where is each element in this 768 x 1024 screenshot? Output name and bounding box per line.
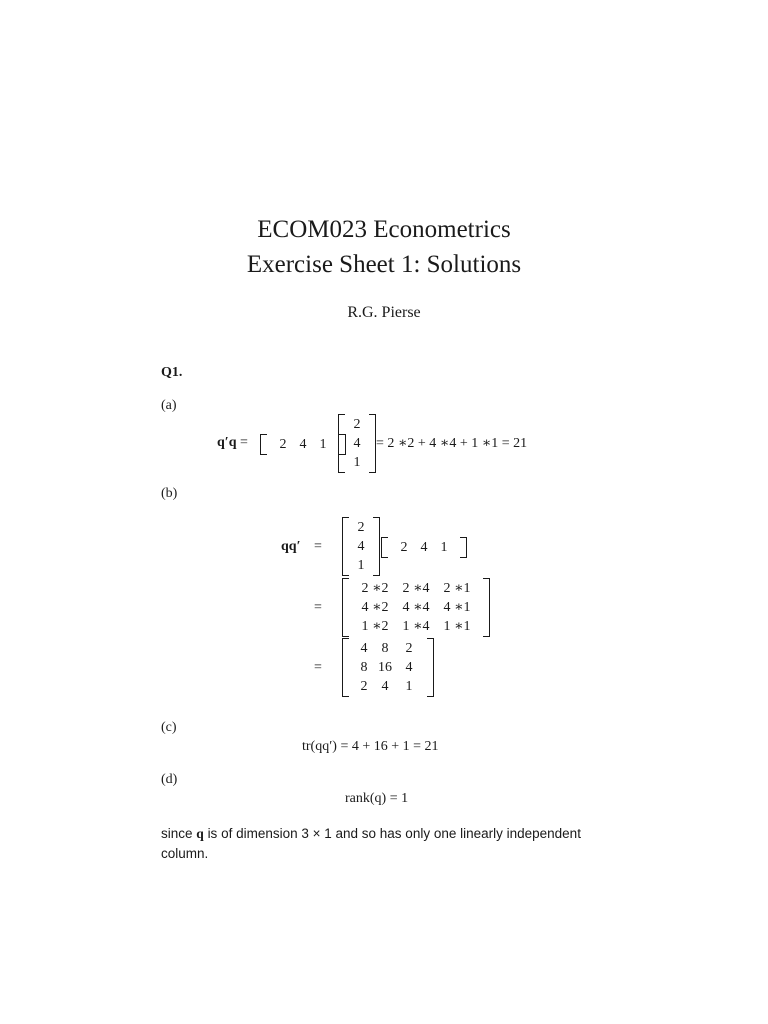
matrix-cell: 1: [440, 539, 448, 555]
right-bracket: [483, 578, 490, 637]
left-bracket: [342, 517, 349, 576]
matrix-row: [351, 453, 363, 472]
left-bracket: [381, 537, 388, 558]
matrix-row: [351, 415, 363, 434]
part-b-row-vector: [381, 537, 467, 558]
conclusion-paragraph: [161, 824, 621, 864]
matrix-row: [355, 617, 477, 636]
equals-sign: =: [314, 600, 322, 615]
part-d-label: (d): [161, 772, 178, 787]
matrix-cell: 2 ∗4: [402, 581, 430, 596]
matrix-cell: 8: [360, 659, 368, 675]
matrix-row: [355, 579, 477, 598]
part-a-row-vector: [260, 434, 346, 455]
document-subtitle: Exercise Sheet 1: Solutions: [246, 251, 522, 278]
matrix-cell: 2: [400, 539, 408, 555]
matrix-row: [355, 518, 367, 537]
matrix-cell: 4 ∗1: [443, 600, 471, 615]
matrix-cell: 8: [381, 640, 389, 656]
matrix-cell: 2: [405, 640, 413, 656]
matrix-cell: 1: [405, 678, 413, 694]
right-bracket: [427, 638, 434, 697]
matrix-cell: 4: [357, 538, 365, 554]
matrix-cell: 4: [405, 659, 413, 675]
part-d-expression: rank(q) = 1: [345, 791, 409, 806]
author: R.G. Pierse: [347, 304, 421, 321]
matrix-cell: 16: [378, 659, 392, 675]
matrix-row: [355, 598, 477, 617]
document-title: ECOM023 Econometrics: [257, 216, 511, 243]
matrix-body: [349, 578, 483, 637]
matrix-cell: 2: [353, 416, 361, 432]
conclusion-variable: q: [196, 826, 204, 841]
matrix-cell: 4 ∗2: [361, 600, 389, 615]
matrix-cell: 1: [319, 436, 327, 452]
part-b-lhs: qq′: [281, 539, 301, 554]
right-bracket: [369, 414, 376, 473]
left-bracket: [338, 414, 345, 473]
part-a-result: = 2 ∗2 + 4 ∗4 + 1 ∗1 = 21: [376, 436, 528, 451]
matrix-cell: 2 ∗2: [361, 581, 389, 596]
part-a-label: (a): [161, 398, 177, 413]
part-b-products-matrix: [342, 578, 490, 637]
matrix-row: [351, 434, 363, 453]
part-b-label: (b): [161, 486, 178, 501]
matrix-body: [345, 414, 369, 473]
question-label: Q1.: [161, 365, 183, 380]
matrix-row: [355, 639, 421, 658]
matrix-cell: 1 ∗2: [361, 619, 389, 634]
equals-sign: =: [314, 539, 322, 554]
part-a-lhs-text: q′q: [217, 435, 237, 450]
matrix-body: [267, 434, 339, 455]
question-number: Q1: [161, 365, 179, 380]
matrix-cell: 4: [381, 678, 389, 694]
matrix-cell: 2: [357, 519, 365, 535]
matrix-cell: 4: [360, 640, 368, 656]
matrix-cell: 1 ∗1: [443, 619, 471, 634]
matrix-row: [355, 537, 367, 556]
matrix-cell: 4: [420, 539, 428, 555]
conclusion-suffix: is of dimension 3 × 1 and so has only one linearly independent column.: [161, 826, 581, 861]
right-bracket: [460, 537, 467, 558]
matrix-cell: 2: [279, 436, 287, 452]
part-a-col-vector: [338, 414, 376, 473]
right-bracket: [373, 517, 380, 576]
matrix-cell: 4: [353, 435, 361, 451]
matrix-body: [349, 517, 373, 576]
matrix-cell: 4: [299, 436, 307, 452]
part-c-label: (c): [161, 720, 177, 735]
equals-sign: =: [314, 660, 322, 675]
left-bracket: [260, 434, 267, 455]
matrix-cell: 1 ∗4: [402, 619, 430, 634]
part-a-lhs: q′q =: [217, 435, 248, 450]
part-b-col-vector: [342, 517, 380, 576]
matrix-body: [349, 638, 427, 697]
matrix-cell: 1: [357, 557, 365, 573]
left-bracket: [342, 638, 349, 697]
matrix-cell: 2 ∗1: [443, 581, 471, 596]
matrix-row: [355, 556, 367, 575]
part-c-expression: tr(qq′) = 4 + 16 + 1 = 21: [302, 739, 439, 754]
matrix-body: [388, 537, 460, 558]
conclusion-prefix: since: [161, 826, 193, 841]
matrix-row: [355, 658, 421, 677]
matrix-row: [273, 435, 333, 454]
matrix-cell: 1: [353, 454, 361, 470]
matrix-cell: 4 ∗4: [402, 600, 430, 615]
left-bracket: [342, 578, 349, 637]
matrix-row: [394, 538, 454, 557]
matrix-row: [355, 677, 421, 696]
part-b-result-matrix: [342, 638, 434, 697]
matrix-cell: 2: [360, 678, 368, 694]
